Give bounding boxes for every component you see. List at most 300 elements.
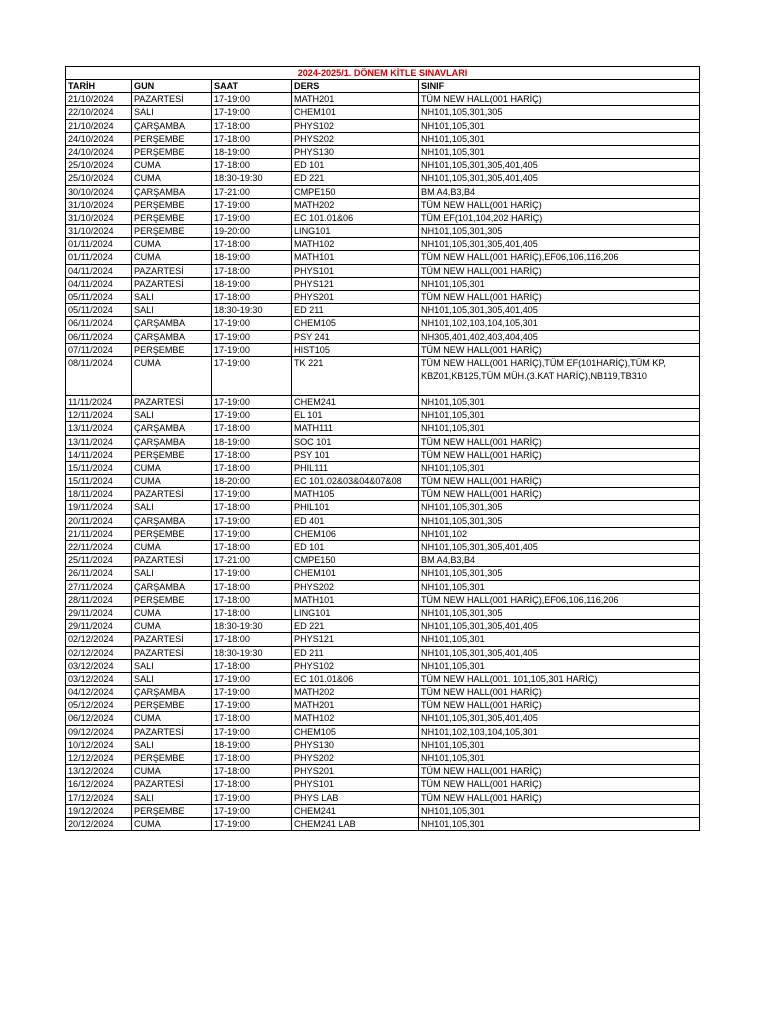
cell-saat: 17-19:00 <box>212 409 292 422</box>
table-row <box>66 541 700 554</box>
cell-gun: SALI <box>132 738 212 751</box>
table-row <box>66 343 700 356</box>
cell-ders: MATH105 <box>292 488 419 501</box>
cell-tarih: 18/11/2024 <box>66 488 132 501</box>
cell-sinif: NH101,105,301 <box>419 145 700 158</box>
cell-saat: 17-18:00 <box>212 541 292 554</box>
table-row <box>66 448 700 461</box>
cell-ders: MATH111 <box>292 422 419 435</box>
cell-saat: 17-19:00 <box>212 527 292 540</box>
cell-ders: PHYS202 <box>292 132 419 145</box>
cell-saat: 17-21:00 <box>212 185 292 198</box>
cell-ders: MATH102 <box>292 712 419 725</box>
cell-ders: CHEM241 LAB <box>292 817 419 830</box>
cell-gun: PAZARTESİ <box>132 395 212 408</box>
cell-gun: SALI <box>132 409 212 422</box>
cell-gun: SALI <box>132 291 212 304</box>
cell-sinif: TÜM NEW HALL(001 HARİÇ) <box>419 343 700 356</box>
cell-sinif: TÜM NEW HALL(001 HARİÇ) <box>419 264 700 277</box>
cell-gun: PAZARTESİ <box>132 633 212 646</box>
cell-ders: CMPE150 <box>292 185 419 198</box>
cell-gun: PAZARTESİ <box>132 264 212 277</box>
table-row <box>66 738 700 751</box>
cell-sinif: TÜM NEW HALL(001 HARİÇ) <box>419 699 700 712</box>
cell-sinif: NH101,105,301 <box>419 277 700 290</box>
cell-ders: PHYS202 <box>292 752 419 765</box>
cell-sinif: NH101,105,301,305 <box>419 514 700 527</box>
table-row <box>66 791 700 804</box>
cell-gun: PERŞEMBE <box>132 448 212 461</box>
cell-tarih: 14/11/2024 <box>66 448 132 461</box>
cell-tarih: 25/10/2024 <box>66 172 132 185</box>
cell-saat: 17-19:00 <box>212 567 292 580</box>
cell-ders: ED 401 <box>292 514 419 527</box>
table-row <box>66 686 700 699</box>
cell-sinif: TÜM NEW HALL(001 HARİÇ) <box>419 435 700 448</box>
cell-sinif: NH101,105,301 <box>419 752 700 765</box>
cell-tarih: 26/11/2024 <box>66 567 132 580</box>
cell-ders: PHYS102 <box>292 119 419 132</box>
cell-sinif: TÜM NEW HALL(001 HARİÇ) <box>419 488 700 501</box>
cell-sinif: NH101,105,301,305,401,405 <box>419 159 700 172</box>
cell-gun: PAZARTESİ <box>132 488 212 501</box>
cell-gun: PERŞEMBE <box>132 343 212 356</box>
table-row <box>66 633 700 646</box>
cell-saat: 17-19:00 <box>212 198 292 211</box>
table-row <box>66 514 700 527</box>
cell-tarih: 01/11/2024 <box>66 238 132 251</box>
cell-gun: PAZARTESİ <box>132 277 212 290</box>
cell-ders: TK 221 <box>292 356 419 395</box>
table-row <box>66 580 700 593</box>
table-row <box>66 752 700 765</box>
cell-saat: 17-19:00 <box>212 330 292 343</box>
cell-gun: ÇARŞAMBA <box>132 422 212 435</box>
cell-ders: SOC 101 <box>292 435 419 448</box>
cell-saat: 17-18:00 <box>212 580 292 593</box>
cell-tarih: 31/10/2024 <box>66 211 132 224</box>
cell-saat: 17-19:00 <box>212 672 292 685</box>
cell-tarih: 28/11/2024 <box>66 593 132 606</box>
table-row <box>66 606 700 619</box>
cell-ders: ED 221 <box>292 620 419 633</box>
cell-sinif: NH101,105,301,305 <box>419 501 700 514</box>
cell-tarih: 22/11/2024 <box>66 541 132 554</box>
cell-sinif: TÜM NEW HALL(001 HARİÇ) <box>419 93 700 106</box>
cell-ders: PHYS121 <box>292 633 419 646</box>
cell-ders: CHEM106 <box>292 527 419 540</box>
cell-tarih: 12/12/2024 <box>66 752 132 765</box>
cell-ders: CHEM105 <box>292 725 419 738</box>
cell-gun: SALI <box>132 501 212 514</box>
cell-gun: PERŞEMBE <box>132 211 212 224</box>
cell-saat: 17-19:00 <box>212 93 292 106</box>
cell-saat: 17-18:00 <box>212 264 292 277</box>
exam-schedule-table <box>65 66 700 831</box>
cell-saat: 17-18:00 <box>212 606 292 619</box>
cell-tarih: 08/11/2024 <box>66 356 132 395</box>
cell-saat: 17-18:00 <box>212 633 292 646</box>
cell-ders: LING101 <box>292 225 419 238</box>
cell-gun: PERŞEMBE <box>132 225 212 238</box>
cell-gun: CUMA <box>132 712 212 725</box>
table-row <box>66 145 700 158</box>
cell-saat: 17-19:00 <box>212 514 292 527</box>
table-row <box>66 304 700 317</box>
cell-ders: MATH201 <box>292 699 419 712</box>
cell-gun: SALI <box>132 106 212 119</box>
cell-gun: PERŞEMBE <box>132 527 212 540</box>
cell-tarih: 21/10/2024 <box>66 93 132 106</box>
cell-sinif: TÜM NEW HALL(001 HARİÇ) <box>419 791 700 804</box>
cell-sinif: NH101,105,301 <box>419 659 700 672</box>
header-ders: DERS <box>292 80 419 93</box>
cell-saat: 17-19:00 <box>212 699 292 712</box>
cell-sinif: NH101,105,301 <box>419 738 700 751</box>
cell-sinif: NH101,105,301 <box>419 395 700 408</box>
cell-ders: EC 101.01&06 <box>292 672 419 685</box>
table-row <box>66 554 700 567</box>
cell-tarih: 17/12/2024 <box>66 791 132 804</box>
cell-sinif: NH101,105,301,305 <box>419 567 700 580</box>
cell-saat: 17-19:00 <box>212 395 292 408</box>
cell-ders: HIST105 <box>292 343 419 356</box>
cell-saat: 17-18:00 <box>212 461 292 474</box>
cell-saat: 17-18:00 <box>212 752 292 765</box>
cell-ders: ED 211 <box>292 304 419 317</box>
table-row <box>66 725 700 738</box>
cell-sinif: NH101,105,301 <box>419 580 700 593</box>
table-row <box>66 475 700 488</box>
header-tarih: TARİH <box>66 80 132 93</box>
cell-ders: PHYS202 <box>292 580 419 593</box>
cell-gun: ÇARŞAMBA <box>132 686 212 699</box>
cell-sinif: NH101,105,301 <box>419 461 700 474</box>
cell-tarih: 24/10/2024 <box>66 132 132 145</box>
cell-tarih: 02/12/2024 <box>66 646 132 659</box>
cell-tarih: 05/11/2024 <box>66 291 132 304</box>
cell-tarih: 15/11/2024 <box>66 475 132 488</box>
cell-saat: 17-19:00 <box>212 356 292 395</box>
cell-tarih: 21/11/2024 <box>66 527 132 540</box>
cell-sinif: TÜM NEW HALL(001 HARİÇ) <box>419 448 700 461</box>
cell-gun: PERŞEMBE <box>132 593 212 606</box>
header-row <box>66 80 700 93</box>
cell-tarih: 19/12/2024 <box>66 804 132 817</box>
table-row <box>66 159 700 172</box>
cell-ders: PSY 241 <box>292 330 419 343</box>
cell-ders: PHYS121 <box>292 277 419 290</box>
cell-gun: ÇARŞAMBA <box>132 317 212 330</box>
cell-sinif: NH101,105,301,305,401,405 <box>419 172 700 185</box>
cell-gun: CUMA <box>132 765 212 778</box>
cell-sinif: NH101,105,301 <box>419 132 700 145</box>
table-row <box>66 501 700 514</box>
cell-saat: 17-19:00 <box>212 488 292 501</box>
cell-tarih: 24/10/2024 <box>66 145 132 158</box>
cell-sinif: NH101,105,301 <box>419 804 700 817</box>
cell-ders: ED 101 <box>292 541 419 554</box>
cell-sinif: NH305,401,402,403,404,405 <box>419 330 700 343</box>
cell-ders: PHYS201 <box>292 291 419 304</box>
table-row <box>66 672 700 685</box>
cell-ders: PHYS101 <box>292 778 419 791</box>
cell-sinif: NH101,105,301 <box>419 633 700 646</box>
cell-saat: 18-19:00 <box>212 145 292 158</box>
cell-sinif: NH101,105,301 <box>419 817 700 830</box>
cell-tarih: 13/11/2024 <box>66 422 132 435</box>
cell-gun: PAZARTESİ <box>132 554 212 567</box>
cell-gun: CUMA <box>132 606 212 619</box>
cell-saat: 17-21:00 <box>212 554 292 567</box>
cell-ders: LING101 <box>292 606 419 619</box>
table-row <box>66 409 700 422</box>
table-row <box>66 93 700 106</box>
cell-saat: 17-18:00 <box>212 712 292 725</box>
cell-ders: MATH202 <box>292 198 419 211</box>
cell-ders: ED 101 <box>292 159 419 172</box>
cell-gun: PERŞEMBE <box>132 132 212 145</box>
table-row <box>66 264 700 277</box>
cell-saat: 17-19:00 <box>212 343 292 356</box>
header-gun: GUN <box>132 80 212 93</box>
cell-saat: 17-18:00 <box>212 291 292 304</box>
table-row <box>66 659 700 672</box>
cell-saat: 17-19:00 <box>212 106 292 119</box>
cell-ders: PSY 101 <box>292 448 419 461</box>
cell-gun: CUMA <box>132 238 212 251</box>
cell-sinif: NH101,105,301,305,401,405 <box>419 620 700 633</box>
cell-sinif: TÜM NEW HALL(001 HARİÇ) <box>419 765 700 778</box>
table-row <box>66 765 700 778</box>
cell-saat: 18-19:00 <box>212 738 292 751</box>
cell-tarih: 06/11/2024 <box>66 330 132 343</box>
cell-ders: CHEM241 <box>292 804 419 817</box>
cell-ders: PHIL101 <box>292 501 419 514</box>
cell-gun: CUMA <box>132 541 212 554</box>
cell-tarih: 13/12/2024 <box>66 765 132 778</box>
cell-saat: 18:30-19:30 <box>212 646 292 659</box>
cell-saat: 17-18:00 <box>212 448 292 461</box>
cell-gun: SALI <box>132 672 212 685</box>
cell-sinif: NH101,105,301,305,401,405 <box>419 541 700 554</box>
cell-sinif: BM A4,B3,B4 <box>419 185 700 198</box>
cell-saat: 17-19:00 <box>212 804 292 817</box>
cell-ders: EC 101.01&06 <box>292 211 419 224</box>
cell-gun: ÇARŞAMBA <box>132 330 212 343</box>
cell-gun: CUMA <box>132 461 212 474</box>
cell-ders: PHYS130 <box>292 145 419 158</box>
cell-gun: SALI <box>132 567 212 580</box>
cell-tarih: 06/12/2024 <box>66 712 132 725</box>
table-row <box>66 356 700 395</box>
cell-sinif: TÜM NEW HALL(001 HARİÇ) <box>419 778 700 791</box>
cell-gun: ÇARŞAMBA <box>132 580 212 593</box>
cell-saat: 17-18:00 <box>212 422 292 435</box>
cell-gun: ÇARŞAMBA <box>132 185 212 198</box>
cell-saat: 17-19:00 <box>212 211 292 224</box>
cell-tarih: 05/12/2024 <box>66 699 132 712</box>
cell-sinif: NH101,105,301,305 <box>419 106 700 119</box>
cell-gun: SALI <box>132 791 212 804</box>
cell-tarih: 09/12/2024 <box>66 725 132 738</box>
table-row <box>66 277 700 290</box>
table-row <box>66 817 700 830</box>
cell-sinif: TÜM NEW HALL(001 HARİÇ) <box>419 291 700 304</box>
cell-tarih: 20/12/2024 <box>66 817 132 830</box>
cell-gun: CUMA <box>132 817 212 830</box>
cell-ders: EL 101 <box>292 409 419 422</box>
cell-gun: PERŞEMBE <box>132 198 212 211</box>
cell-sinif: NH101,105,301,305,401,405 <box>419 238 700 251</box>
cell-tarih: 03/12/2024 <box>66 672 132 685</box>
cell-gun: PERŞEMBE <box>132 804 212 817</box>
cell-tarih: 19/11/2024 <box>66 501 132 514</box>
cell-tarih: 22/10/2024 <box>66 106 132 119</box>
cell-sinif: NH101,102,103,104,105,301 <box>419 725 700 738</box>
cell-sinif: TÜM NEW HALL(001 HARİÇ) <box>419 198 700 211</box>
cell-ders: EC 101.02&03&04&07&08 <box>292 475 419 488</box>
cell-saat: 17-19:00 <box>212 817 292 830</box>
cell-saat: 17-18:00 <box>212 765 292 778</box>
cell-tarih: 30/10/2024 <box>66 185 132 198</box>
table-row <box>66 317 700 330</box>
cell-tarih: 02/12/2024 <box>66 633 132 646</box>
cell-tarih: 16/12/2024 <box>66 778 132 791</box>
table-row <box>66 251 700 264</box>
table-row <box>66 119 700 132</box>
cell-ders: CHEM241 <box>292 395 419 408</box>
cell-saat: 18-19:00 <box>212 435 292 448</box>
table-row <box>66 620 700 633</box>
cell-saat: 17-18:00 <box>212 593 292 606</box>
cell-saat: 17-18:00 <box>212 238 292 251</box>
cell-tarih: 10/12/2024 <box>66 738 132 751</box>
cell-tarih: 11/11/2024 <box>66 395 132 408</box>
table-row <box>66 185 700 198</box>
cell-gun: SALI <box>132 659 212 672</box>
cell-tarih: 06/11/2024 <box>66 317 132 330</box>
cell-sinif: NH101,105,301 <box>419 422 700 435</box>
table-row <box>66 395 700 408</box>
cell-gun: ÇARŞAMBA <box>132 435 212 448</box>
cell-tarih: 01/11/2024 <box>66 251 132 264</box>
cell-sinif: NH101,102 <box>419 527 700 540</box>
cell-sinif: NH101,105,301,305,401,405 <box>419 712 700 725</box>
cell-sinif: TÜM NEW HALL(001. 101,105,301 HARİÇ) <box>419 672 700 685</box>
table-row <box>66 330 700 343</box>
cell-tarih: 20/11/2024 <box>66 514 132 527</box>
cell-sinif: TÜM NEW HALL(001 HARİÇ),EF06,106,116,206 <box>419 593 700 606</box>
cell-ders: MATH101 <box>292 593 419 606</box>
cell-gun: PAZARTESİ <box>132 778 212 791</box>
cell-ders: PHYS201 <box>292 765 419 778</box>
cell-saat: 17-18:00 <box>212 132 292 145</box>
table-row <box>66 646 700 659</box>
cell-ders: CMPE150 <box>292 554 419 567</box>
cell-sinif: NH101,105,301,305,401,405 <box>419 646 700 659</box>
cell-saat: 18-19:00 <box>212 277 292 290</box>
cell-gun: PAZARTESİ <box>132 646 212 659</box>
cell-sinif: TÜM NEW HALL(001 HARİÇ) <box>419 686 700 699</box>
cell-gun: ÇARŞAMBA <box>132 119 212 132</box>
cell-saat: 18:30-19:30 <box>212 304 292 317</box>
table-row <box>66 172 700 185</box>
table-row <box>66 567 700 580</box>
table-row <box>66 211 700 224</box>
cell-gun: PAZARTESİ <box>132 725 212 738</box>
cell-tarih: 07/11/2024 <box>66 343 132 356</box>
cell-ders: MATH102 <box>292 238 419 251</box>
cell-sinif: NH101,105,301 <box>419 409 700 422</box>
cell-gun: PERŞEMBE <box>132 699 212 712</box>
cell-sinif: BM A4,B3,B4 <box>419 554 700 567</box>
cell-saat: 17-18:00 <box>212 778 292 791</box>
cell-saat: 19-20:00 <box>212 225 292 238</box>
cell-saat: 17-18:00 <box>212 159 292 172</box>
cell-gun: CUMA <box>132 356 212 395</box>
cell-ders: PHYS LAB <box>292 791 419 804</box>
cell-tarih: 13/11/2024 <box>66 435 132 448</box>
cell-gun: CUMA <box>132 475 212 488</box>
table-row <box>66 527 700 540</box>
cell-sinif: TÜM NEW HALL(001 HARİÇ),TÜM EF(101HARİÇ),TÜM KP, KBZ01,KB125,TÜM MÜH.(3.KAT HARİÇ),NB119,TB310 <box>419 356 700 395</box>
cell-ders: CHEM101 <box>292 567 419 580</box>
table-row <box>66 225 700 238</box>
cell-tarih: 29/11/2024 <box>66 620 132 633</box>
cell-ders: PHIL111 <box>292 461 419 474</box>
cell-sinif: TÜM NEW HALL(001 HARİÇ) <box>419 475 700 488</box>
cell-gun: SALI <box>132 304 212 317</box>
cell-tarih: 27/11/2024 <box>66 580 132 593</box>
cell-sinif: TÜM NEW HALL(001 HARİÇ),EF06,106,116,206 <box>419 251 700 264</box>
cell-ders: MATH201 <box>292 93 419 106</box>
table-row <box>66 132 700 145</box>
cell-sinif: NH101,105,301 <box>419 119 700 132</box>
table-row <box>66 291 700 304</box>
table-row <box>66 461 700 474</box>
cell-tarih: 31/10/2024 <box>66 198 132 211</box>
table-row <box>66 593 700 606</box>
cell-tarih: 21/10/2024 <box>66 119 132 132</box>
cell-gun: PERŞEMBE <box>132 752 212 765</box>
cell-saat: 18-20:00 <box>212 475 292 488</box>
header-sinif: SINIF <box>419 80 700 93</box>
cell-tarih: 03/12/2024 <box>66 659 132 672</box>
table-row <box>66 422 700 435</box>
table-body <box>66 93 700 831</box>
cell-tarih: 15/11/2024 <box>66 461 132 474</box>
cell-saat: 17-18:00 <box>212 501 292 514</box>
cell-gun: CUMA <box>132 251 212 264</box>
cell-ders: PHYS101 <box>292 264 419 277</box>
cell-tarih: 25/10/2024 <box>66 159 132 172</box>
cell-saat: 18:30-19:30 <box>212 172 292 185</box>
table-title: 2024-2025/1. DÖNEM KİTLE SINAVLARI <box>66 67 700 80</box>
cell-sinif: NH101,102,103,104,105,301 <box>419 317 700 330</box>
cell-tarih: 12/11/2024 <box>66 409 132 422</box>
cell-tarih: 31/10/2024 <box>66 225 132 238</box>
cell-ders: CHEM101 <box>292 106 419 119</box>
cell-saat: 17-19:00 <box>212 317 292 330</box>
table-row <box>66 804 700 817</box>
cell-gun: PAZARTESİ <box>132 93 212 106</box>
cell-ders: MATH202 <box>292 686 419 699</box>
cell-saat: 18-19:00 <box>212 251 292 264</box>
cell-ders: ED 211 <box>292 646 419 659</box>
header-saat: SAAT <box>212 80 292 93</box>
cell-gun: ÇARŞAMBA <box>132 514 212 527</box>
